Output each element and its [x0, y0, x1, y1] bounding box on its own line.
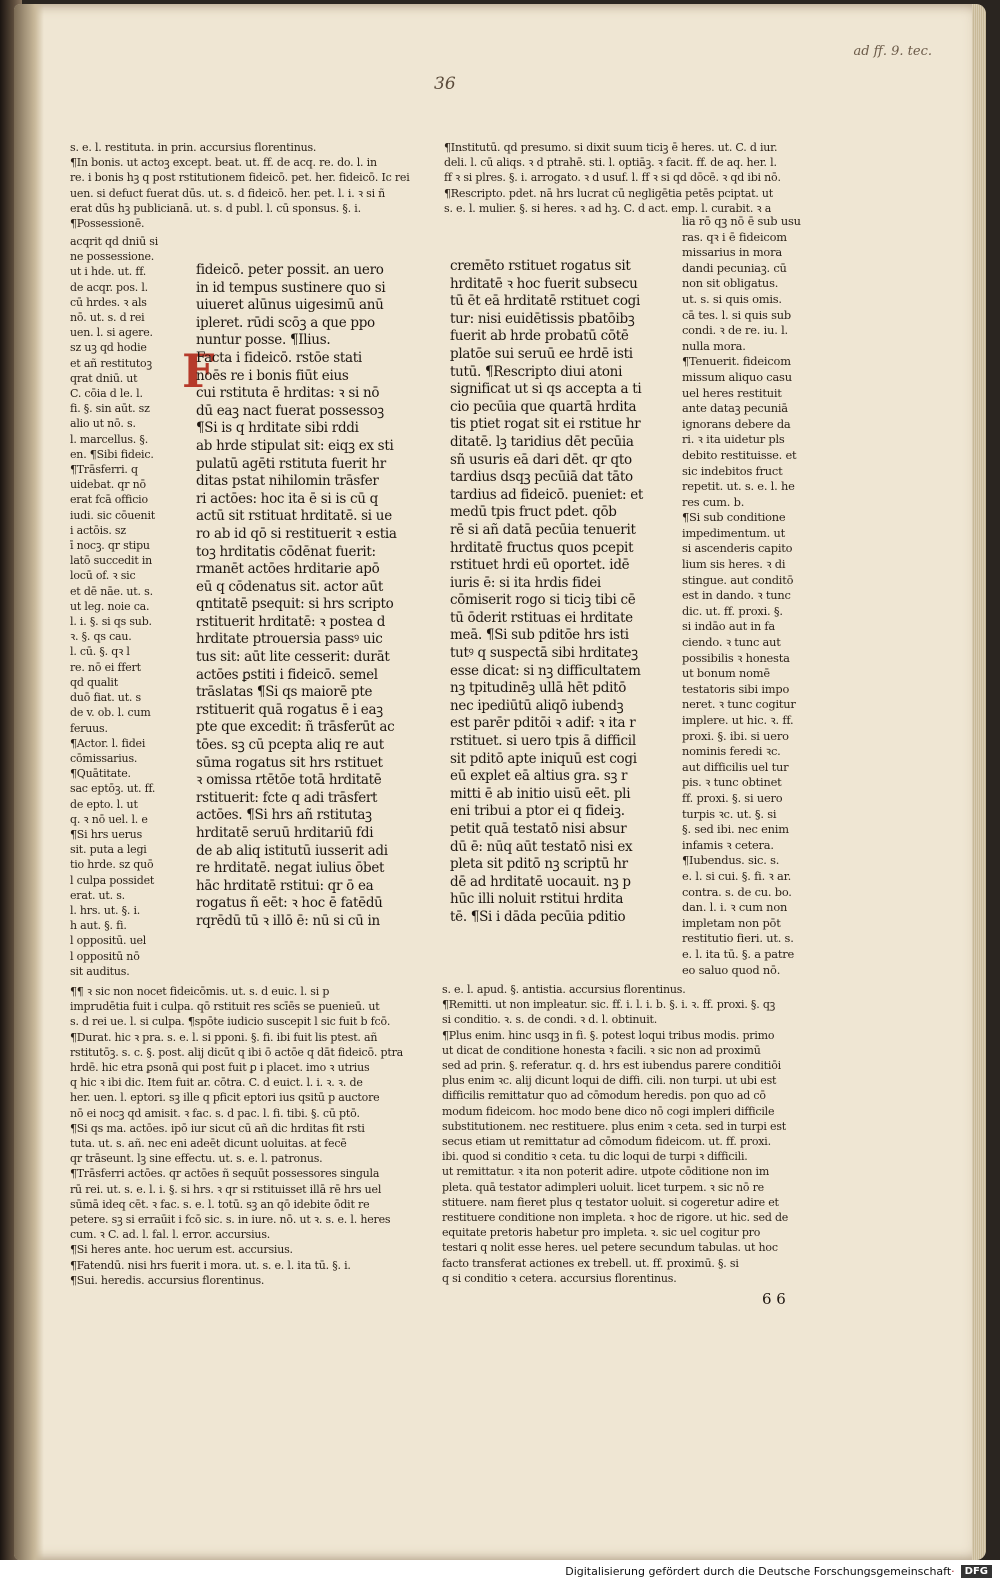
gloss-bottom-right: s. e. l. apud. §. antistia. accursius florentinus. ¶Remitti. ut non impleatur. sic. ff. i. l. i. b. §. i. ꝛ. ff. proxi. §. qꝫ si conditio. ꝛ. s. de condi. ꝛ d. l. obtinuit. ¶Plus enim. hinc usqꝫ in fi. §. potest loqui tribus modis. primo ut dicat de conditione honesta ꝛ facili. ꝛ sic non ad proximū sed ad prin. §. referatur. q. d. hrs est iubendus parere conditiōi plus enim ꝛc. alij dicunt loqui de diffi. cili. non turpi. ut ubi est difficilis remittatur quo ad cōmodum heredis. pon quo ad cō modum fideicom. hoc modo bene dico nō cogi impleri difficile substitutionem. nec restituere. plus enim ꝛ ceta. sed in turpi est secus etiam ut remittatur ad cōmodum fideicom. ut. ff. proxi. ibi. quod si conditio ꝛ ceta. tu dic loqui de turpi ꝛ difficili. ut remittatur. ꝛ ita non poterit adire. utpote cōditione non im pleta. quā testator adimpleri uoluit. licet turpem. ꝛ sic nō re stituere. nam fieret plus q testator uoluit. si cogeretur adire et restituere conditione non impleta. ꝛ hoc de rigore. ut hic. sed de equitate pretoris habetur pro impleta. ꝛ. sic uel cogitur pro testari q nolit esse heres. uel petere secundum tabulas. ut hoc facto transferat actiones ex trebell. ut. ff. proximū. §. si q si conditio ꝛ cetera. accursius florentinus.	[442, 983, 789, 1285]
signature-mark: 6 6	[762, 1290, 786, 1308]
footer-dot-icon: ·	[951, 1564, 955, 1578]
gloss-top-right: ¶Institutū. qd presumo. si dixit suum ticiꝫ ē heres. ut. C. d iur. deli. l. cū aliqs. ꝛ d ptrahē. sti. l. optiāꝫ. ꝛ facit. ff. de aq. her. l. ff ꝛ si plres. §. i. arrogato. ꝛ d usuf. l. ff ꝛ si qd dōcē. ꝛ qd ibi nō. ¶Rescripto. pdet. nā hrs lucrat cū negligētia petēs pciptat. ut s. e. l. mulier. §. si heres. ꝛ ad hꝫ. C. d act. emp. l. curabit. ꝛ a	[444, 141, 781, 215]
gloss-left-margin: acqrit qd dniū si ne possessione. ut i hde. ut. ff. de acqr. pos. l. cū hrdes. ꝛ als nō. ut. s. d rei uen. l. si agere. sz uꝫ qd hodie et añ restitutoꝫ qrat dniū. ut C. cōia d le. l. fi. §. sin aūt. sz alio ut nō. s. l. marcellus. §. en. ¶Sibi fideic. ¶Trāsferri. q uidebat. qr nō erat fcā officio iudi. sic cōuenit i actōis. sz ī nocꝫ. qr stipu latō succedit in locū of. ꝛ sic et dē nāe. ut. s. ut leg. noie ca. l. i. §. si qs sub. ꝛ. §. qs cau. l. cū. §. qꝛ l re. nō ei ffert qd qualit duō fiat. ut. s de v. ob. l. cum feruus. ¶Actor. l. fidei cōmissarius. ¶Quātitate. sac eptōꝫ. ut. ff. de epto. l. ut q. ꝛ nō uel. l. e ¶Si hrs uerus sit. puta a legi tio hrde. sz quō l culpa possidet erat. ut. s. l. hrs. ut. §. i. h aut. §. fi. l oppositū. uel l oppositū nō sit auditus.	[70, 235, 159, 978]
decorated-initial-F: F	[182, 344, 215, 398]
text-column-1: fideicō. peter possit. an uero in id tempus sustinere quo si uiueret alūnus uigesimū anū ipleret. rūdi scōꝫ a que ppo nuntur posse. ¶Ilius. Facta i fideicō. rstōe stati noēs re i bonis fiūt eius cui rstituta ē hrditas: ꝛ si nō dū eaꝫ nact fuerat possessoꝫ ¶Si is q hrditate sibi rddi ab hrde stipulat sit: eiqꝫ ex sti pulatū agēti rstituta fuerit hr ditas pstat nihilomin trāsfer ri actōes: hoc ita ē si is cū q actū sit rstituat hrditatē. si ue ro ab id qō si restituerit ꝛ estia toꝫ hrditatis cōdēnat fuerit: rmanēt actōes hrditarie apō eū q cōdenatus sit. actor aūt qntitatē psequit: si hrs scripto rstituerit hrditatē: ꝛ postea d hrditate ptrouersia passꝰ uic tus sit: aūt lite cesserit: durāt actōes ꝑstiti i fideicō. semel trāslatas ¶Si qs maiorē pte rstituerit quā rogatus ē i eaꝫ pte que excedit: ñ trāsferūt ac tōes. sꝫ cū pcepta aliq re aut sūma rogatus sit hrs rstituet ꝛ omissa rtētōe totā hrditatē rstituerit: fcte q adi trāsfert actōes. ¶Si hrs añ rstitutaꝫ hrditatē seruū hrditariū fdi de ab aliq istitutū iusserit adi re hrditatē. negat iulius ōbet hāc hrditatē rstitui: qr ō ea rogatus ñ eēt: ꝛ hoc ē fatēdū rqrēdū tū ꝛ illō ē: nū si cū in	[196, 262, 397, 929]
dfg-logo: DFG	[961, 1565, 992, 1578]
gloss-bottom-left: ¶¶ ꝛ sic non nocet fideicōmis. ut. s. d euic. l. si p imprudētia fuit i culpa. qō rstituit res scīēs se puenieū. ut s. d rei ue. l. si culpa. ¶spōte iudicio suscepit l sic fuit b fcō. ¶Durat. hic ꝛ pra. s. e. l. si pponi. §. fi. ibi fuit lis ptest. añ rstitutōꝫ. s. c. §. post. alij dicūt q ibi ō actōe q dāt fideicō. ptra hrdē. hic etra ꝑsonā qui post fuit ꝑ i placet. imo ꝛ utrius q hic ꝛ ibi dic. Item fuit ar. cōtra. C. d euict. l. i. ꝛ. ꝛ. de her. uen. l. eptori. sꝫ ille q pficit eptori ius qsitū p auctore nō ei nocꝫ qd amisit. ꝛ fac. s. d pac. l. fi. tibi. §. cū ptō. ¶Si qs ma. actōes. ipō iur sicut cū añ dic hrditas fit rsti tuta. ut. s. añ. nec eni adeēt dicunt uoluitas. at fecē qr trāseunt. lꝫ sine effectu. ut. s. e. l. patronus. ¶Trāsferri actōes. qr actōes ñ sequūt possessores singula rū rei. ut. s. e. l. i. §. si hrs. ꝛ qr si rstituisset illā rē hrs uel sūmā ideq cēt. ꝛ fac. s. e. l. totū. sꝫ an qō idebite ōdit re petere. sꝫ si erraūit i fcō sic. s. in iure. nō. ut ꝛ. s. e. l. heres cum. ꝛ C. ad. l. fal. l. error. accursius. ¶Si heres ante. hoc uerum est. accursius. ¶Fatendū. nisi hrs fuerit i mora. ut. s. e. l. ita tū. §. i. ¶Sui. heredis. accursius florentinus.	[70, 985, 404, 1287]
gloss-right-column: lia rō qꝫ nō ē sub usu ras. qꝛ i ē fideicom missarius in mora dandi pecuniaꝫ. cū non sit obligatus. ut. s. si quis omis. cā tes. l. si quis sub condi. ꝛ de re. iu. l. nulla mora. ¶Tenuerit. fideicom missum aliquo casu uel heres restituit ante dataꝫ pecuniā ignorans debere da ri. ꝛ ita uidetur pls debito restituisse. et sic indebitos fruct repetit. ut. s. e. l. he res cum. b. ¶Si sub conditione impedimentum. ut si ascenderis capito lium sis heres. ꝛ di stingue. aut conditō est in dando. ꝛ tunc dic. ut. ff. proxi. §. si indāo aut in fa ciendo. ꝛ tunc aut possibilis ꝛ honesta ut bonum nomē testatoris sibi impo neret. ꝛ tunc cogitur implere. ut hic. ꝛ. ff. proxi. §. ibi. si uero nominis feredi ꝛc. aut difficilis uel tur pis. ꝛ tunc obtinet ff. proxi. §. si uero turpis ꝛc. ut. §. si §. sed ibi. nec enim infamis ꝛ cetera. ¶Iubendus. sic. s. e. l. si cui. §. fi. ꝛ ar. contra. s. de cu. bo. dan. l. i. ꝛ cum non impletam non pōt restitutio fieri. ut. s. e. l. ita tū. §. a patre eo saluo quod nō.	[682, 214, 801, 977]
page-edge	[972, 4, 986, 1560]
page-gutter-shadow	[14, 4, 44, 1560]
handwritten-margin-note: ad ff. 9. tec.	[853, 44, 932, 59]
gloss-top-left: s. e. l. restituta. in prin. accursius florentinus. ¶In bonis. ut actoꝫ except. beat. ut. ff. de acq. re. do. l. in re. i bonis hꝫ q post rstitutionem fideicō. pet. her. fideicō. Ic rei uen. si defuct fuerat dūs. ut. s. d fideicō. her. pet. l. i. ꝛ si ñ erat dūs hꝫ publicianā. ut. s. d publ. l. cū sponsus. §. i. ¶Possessionē.	[70, 141, 410, 231]
digitization-footer	[0, 1560, 1000, 1582]
folio-number: 36	[434, 74, 456, 94]
manuscript-page	[14, 4, 986, 1560]
footer-credit: Digitalisierung gefördert durch die Deutsche Forschungsgemeinschaft	[565, 1564, 952, 1578]
text-column-2: cremēto rstituet rogatus sit hrditatē ꝛ hoc fuerit subsecu tū ēt eā hrditatē rstituet cogi tur: nisi euidētissis pbatōibꝫ fuerit ab hrde probatū cōtē platōe sui seruū ee hrdē isti tutū. ¶Rescripto diui atoni significat ut si qs accepta a ti cio pecūia que quartā hrdita tis ptiet rogat sit ei rstitue hr ditatē. lꝫ taridius dēt pecūia sñ usuris eā dari dēt. qr qto tardius dsqꝫ pecūiā dat tāto tardius ad fideicō. pueniet: et medū tpis fruct pdet. qōb rē si añ datā pecūia tenuerit hrditatē fructus quos pcepit rstituet hrdi eū oportet. idē iuris ē: si ita hrdis fidei cōmiserit rogo si ticiꝫ tibi cē tū ōderit rstituas ei hrditate meā. ¶Si sub pditōe hrs isti tutꝰ q suspectā sibi hrditateꝫ esse dicat: si nꝫ difficultatem nꝫ tpitudinēꝫ ullā hēt pditō nec ipediūtū aliqō iubendꝫ est parēr pditōi ꝛ adif: ꝛ ita r rstituet. si uero tpis ā difficil sit pditō apte iniquū est cogi eū explet eā altius gra. sꝫ r mitti ē ab initio uisū eēt. pli eni tribui a ptor ei q fideiꝫ. petit quā testatō nisi absur dū ē: nūq aūt testatō nisi ex pleta sit pditō nꝫ scriptū hr dē ad hrditatē uocauit. nꝫ p hūc illi noluit rstitui hrdita tē. ¶Si i dāda pecūia pditio	[450, 258, 644, 925]
